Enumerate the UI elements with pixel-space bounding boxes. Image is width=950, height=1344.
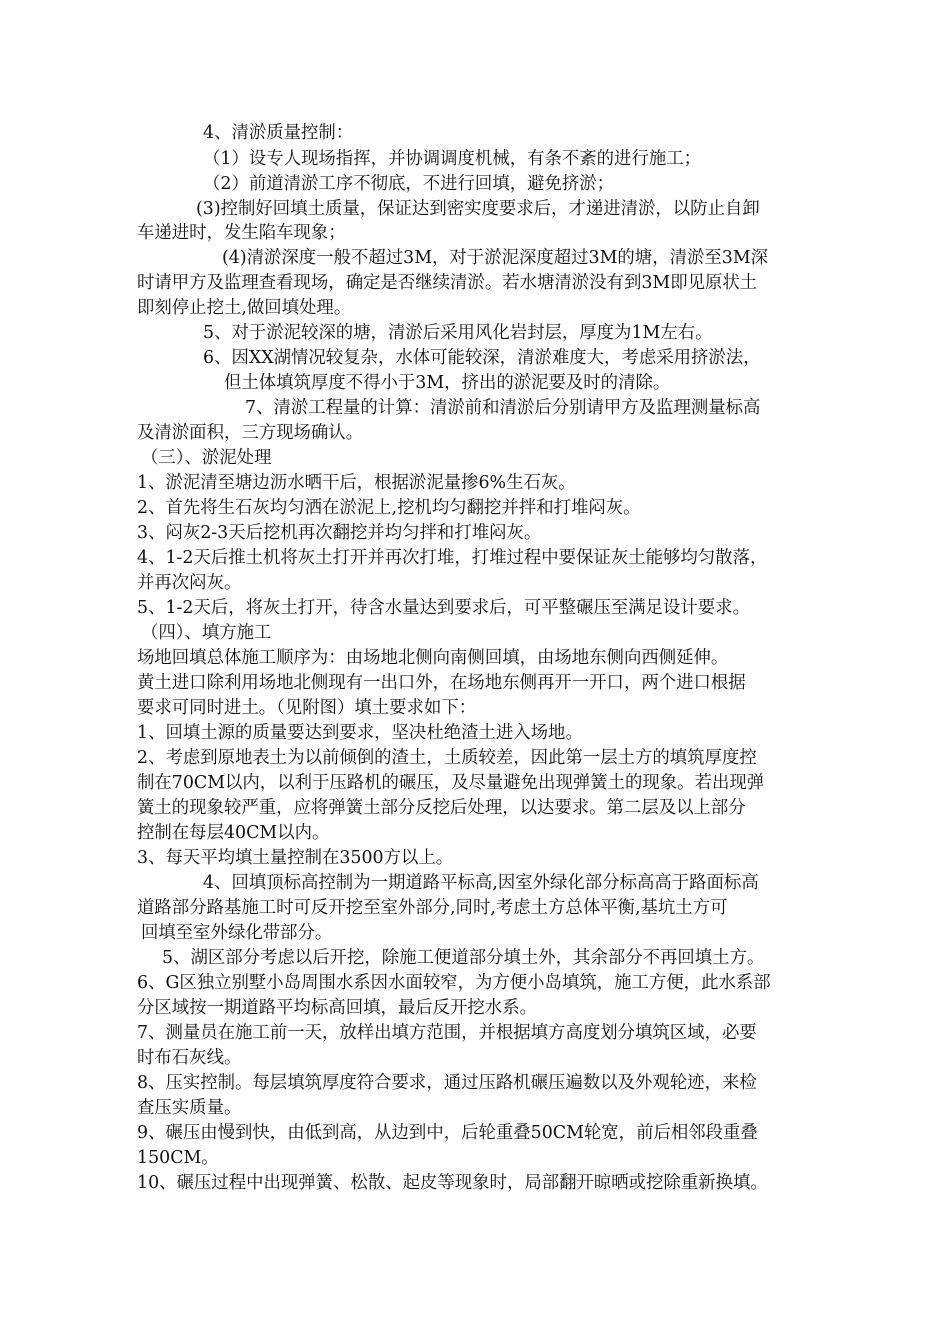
text-line: 及清淤面积，三方现场确认。: [137, 423, 364, 443]
text-line: 5、1-2天后，将灰土打开，待含水量达到要求后，可平整碾压至满足设计要求。: [137, 598, 750, 618]
text-line: (4)清淤深度一般不超过3M，对于淤泥深度超过3M的塘，清淤至3M深: [222, 248, 769, 268]
text-line: 制在70CM以内，以利于压路机的碾压，及尽量避免出现弹簧土的现象。若出现弹: [137, 773, 765, 793]
text-line: 6、因XX湖情况较复杂，水体可能较深，清淤难度大，考虑采用挤淤法，: [203, 348, 761, 368]
text-line: 道路部分路基施工时可反开挖至室外部分,同时,考虑土方总体平衡,基坑土方可: [137, 898, 728, 918]
text-line: 簧土的现象较严重，应将弹簧土部分反挖后处理，以达要求。第二层及以上部分: [137, 798, 746, 818]
text-line: 回填至室外绿化带部分。: [141, 923, 333, 943]
text-line: 8、压实控制。每层填筑厚度符合要求，通过压路机碾压遍数以及外观轮迹，来检: [137, 1073, 757, 1093]
text-line: 4、1-2天后推土机将灰土打开并再次打堆，打堆过程中要保证灰土能够均匀散落，: [137, 548, 768, 568]
text-line: 150CM。: [137, 1148, 219, 1168]
text-line: 车递进时，发生陷车现象；: [137, 223, 346, 243]
text-line: 2、考虑到原地表土为以前倾倒的渣土，土质较差，因此第一层土方的填筑厚度控: [137, 748, 757, 768]
text-line: 但土体填筑厚度不得小于3M，挤出的淤泥要及时的清除。: [224, 373, 671, 393]
text-line: 5、对于淤泥较深的塘，清淤后采用风化岩封层，厚度为1M左右。: [203, 323, 713, 343]
text-line: 要求可同时进土。（见附图）填土要求如下：: [137, 698, 477, 718]
text-line: 4、回填顶标高控制为一期道路平标高,因室外绿化部分标高高于路面标高: [203, 873, 759, 893]
text-line: 3、每天平均填土量控制在3500方以上。: [137, 848, 454, 868]
text-line: 3、闷灰2-3天后挖机再次翻挖并均匀拌和打堆闷灰。: [137, 523, 542, 543]
text-line: (3)控制好回填土质量，保证达到密实度要求后，才递进清淤，以防止自卸: [196, 199, 760, 219]
section-heading: （三）、淤泥处理: [141, 448, 272, 468]
text-line: 时请甲方及监理查看现场，确定是否继续清淤。若水塘清淤没有到3M即见原状土: [137, 273, 758, 293]
text-line: 6、G区独立别墅小岛周围水系因水面较窄，为方便小岛填筑，施工方便，此水系部: [137, 973, 771, 993]
text-line: 1、淤泥清至塘边沥水晒干后，根据淤泥量掺6%生石灰。: [137, 473, 576, 493]
text-line: 4、清淤质量控制：: [203, 123, 354, 143]
text-line: 9、碾压由慢到快，由低到高，从边到中，后轮重叠50CM轮宽，前后相邻段重叠: [137, 1123, 758, 1143]
text-line: 查压实质量。: [137, 1098, 242, 1118]
text-line: 5、湖区部分考虑以后开挖，除施工便道部分填土外，其余部分不再回填土方。: [162, 948, 765, 968]
text-line: 即刻停止挖土,做回填处理。: [137, 298, 352, 318]
text-line: 控制在每层40CM以内。: [137, 823, 330, 843]
text-line: 1、回填土源的质量要达到要求，坚决杜绝渣土进入场地。: [137, 723, 583, 743]
text-line: 分区域按一期道路平均标高回填，最后反开挖水系。: [137, 998, 537, 1018]
text-line: 7、清淤工程量的计算：清淤前和清淤后分别请甲方及监理测量标高: [245, 398, 761, 418]
section-heading: （四）、填方施工: [141, 623, 272, 643]
text-line: 10、碾压过程中出现弹簧、松散、起皮等现象时，局部翻开晾晒或挖除重新换填。: [137, 1173, 768, 1193]
text-line: 2、首先将生石灰均匀洒在淤泥上,挖机均匀翻挖并拌和打堆闷灰。: [137, 498, 641, 518]
text-line: （1）设专人现场指挥，并协调调度机械，有条不紊的进行施工；: [203, 149, 702, 169]
text-line: 黄土进口除利用场地北侧现有一出口外，在场地东侧再开一开口，两个进口根据: [137, 673, 746, 693]
text-line: （2）前道清淤工序不彻底，不进行回填，避免挤淤；: [203, 174, 615, 194]
text-line: 并再次闷灰。: [137, 573, 242, 593]
text-line: 7、测量员在施工前一天，放样出填方范围，并根据填方高度划分填筑区域，必要: [137, 1023, 757, 1043]
text-line: 场地回填总体施工顺序为：由场地北侧向南侧回填，由场地东侧向西侧延伸。: [137, 648, 729, 668]
text-line: 时布石灰线。: [137, 1048, 242, 1068]
